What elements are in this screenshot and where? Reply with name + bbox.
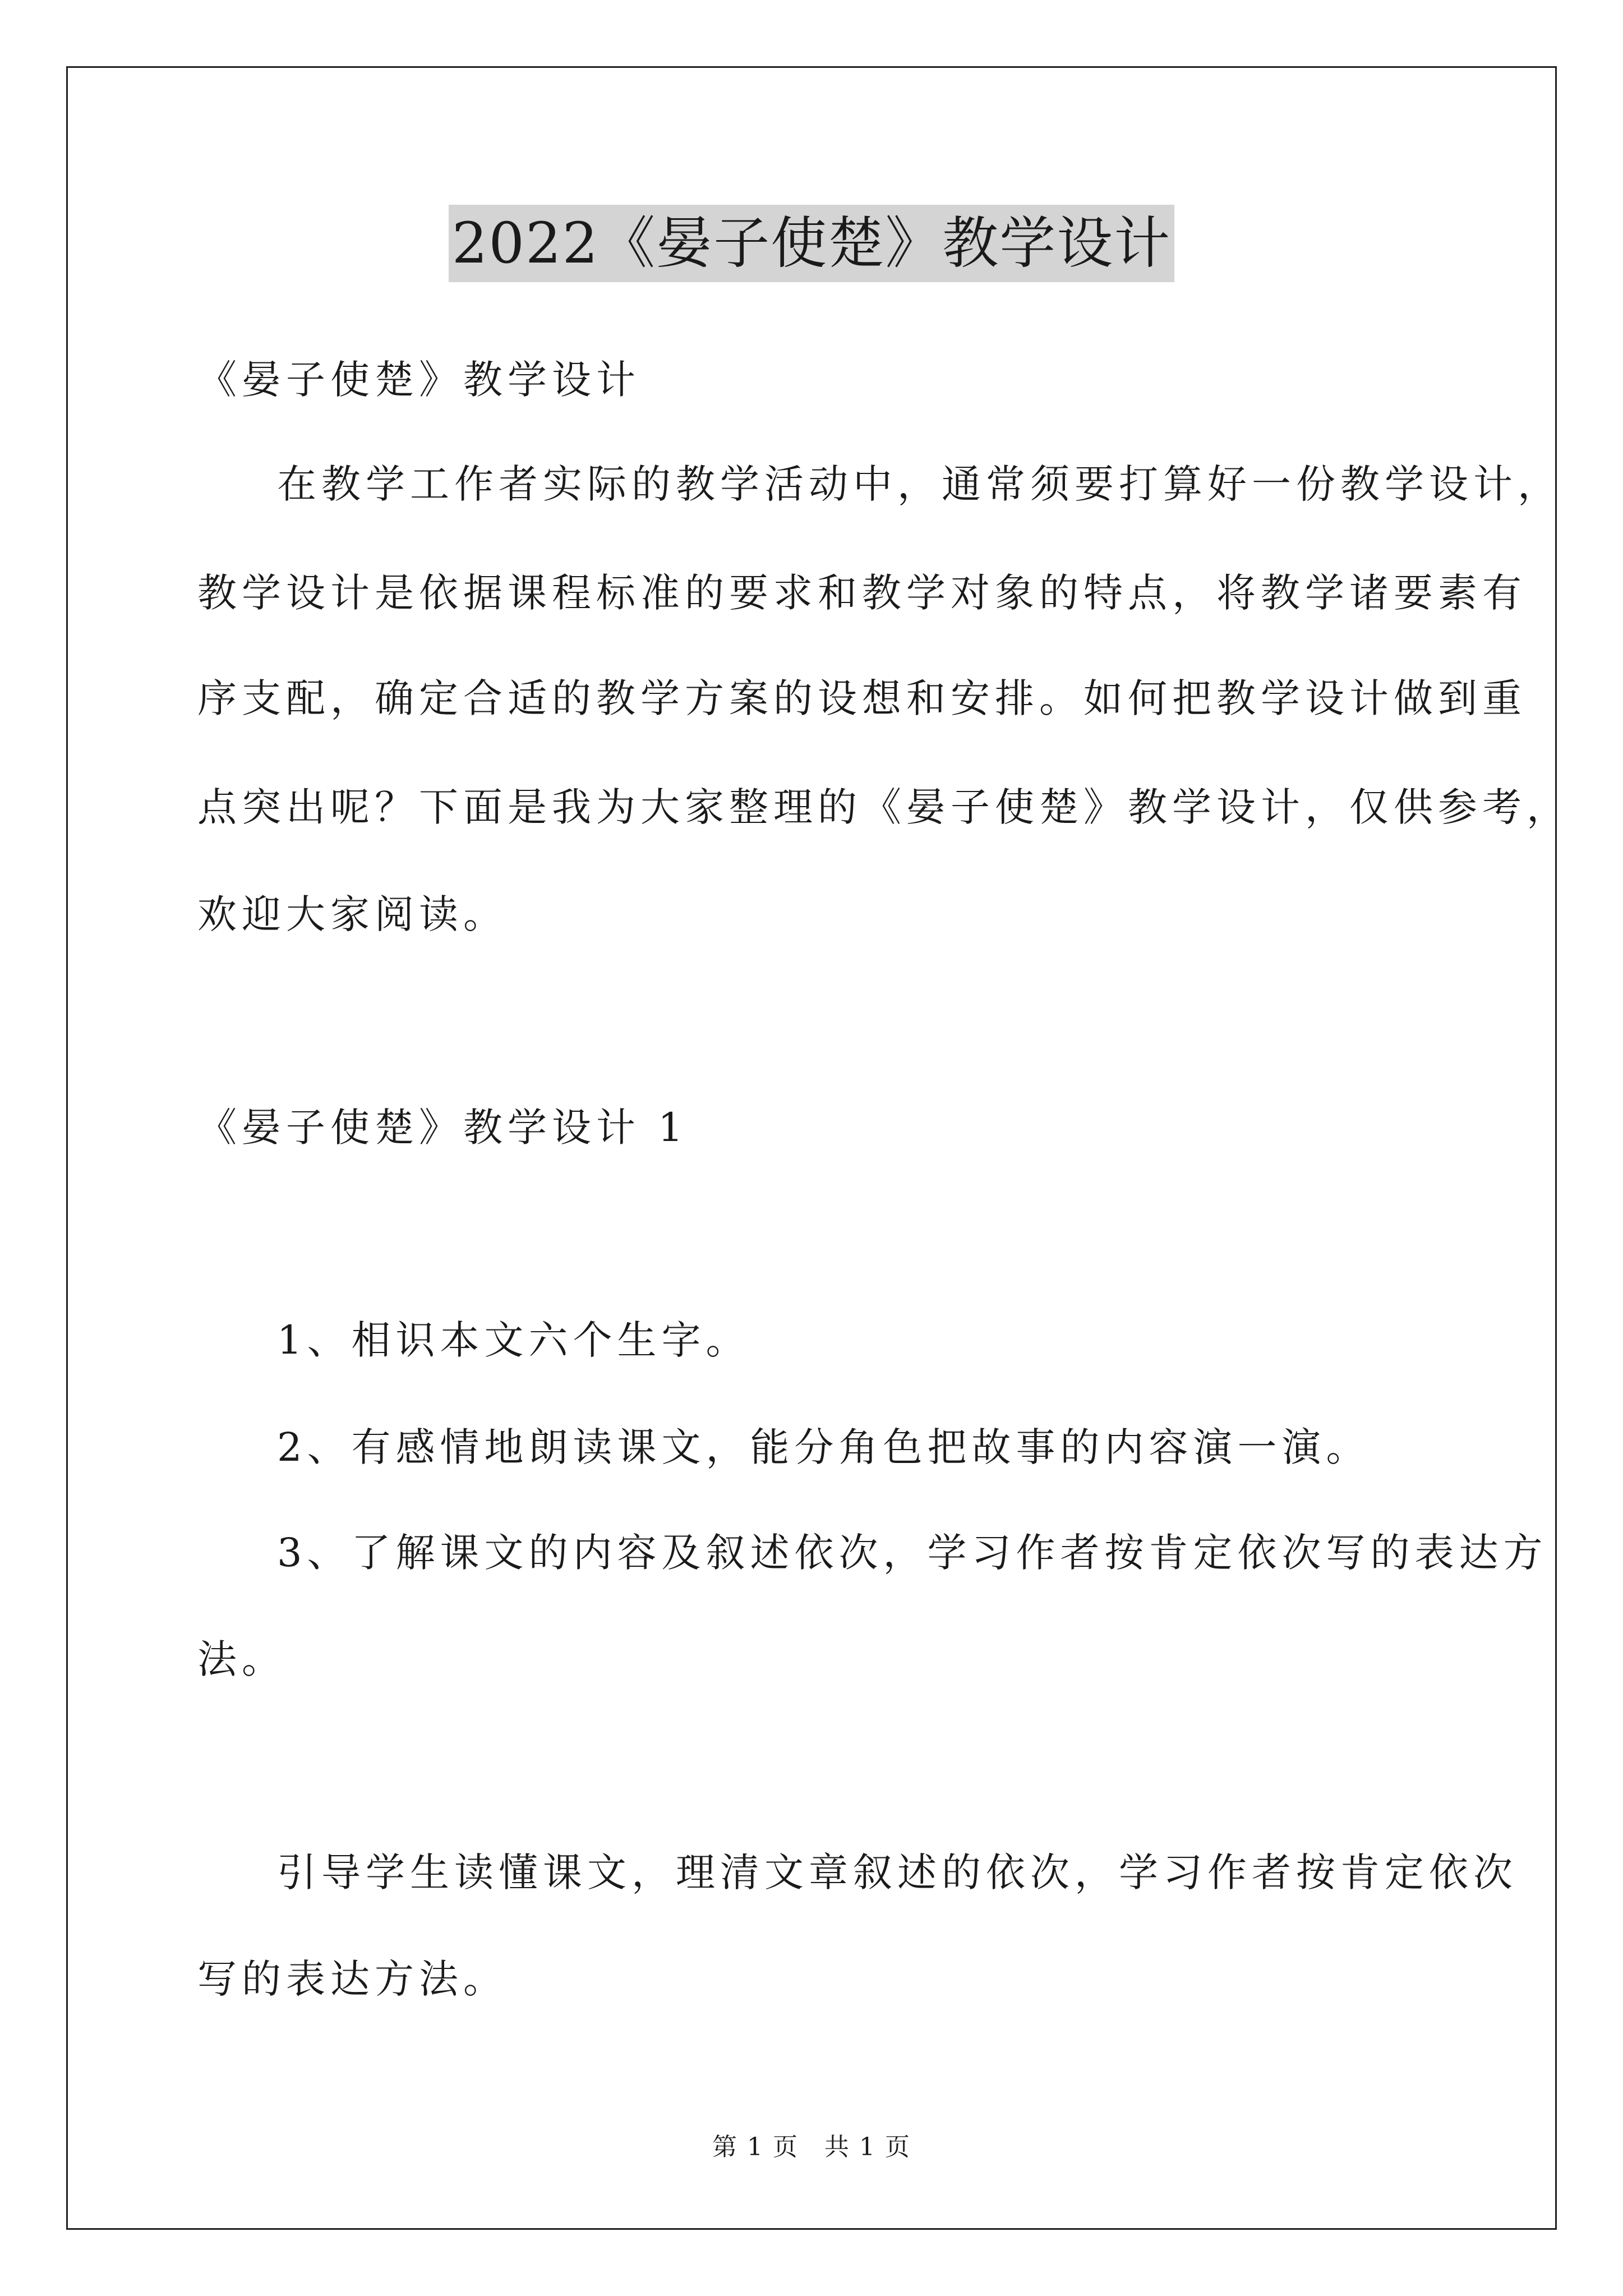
paragraph-line: 写的表达方法。	[197, 1956, 508, 2002]
section-heading: 《晏子使楚》教学设计 1	[197, 1105, 688, 1151]
paragraph-line: 教学设计是依据课程标准的要求和教学对象的特点，将教学诸要素有	[197, 570, 1527, 616]
paragraph-line: 点突出呢？下面是我为大家整理的《晏子使楚》教学设计，仅供参考，	[197, 784, 1571, 830]
list-item: 1、相识本文六个生字。	[277, 1317, 750, 1363]
paragraph-line: 引导学生读懂课文，理清文章叙述的依次，学习作者按肯定依次	[277, 1849, 1518, 1895]
document-title: 2022《晏子使楚》教学设计	[449, 205, 1175, 282]
list-item: 3、了解课文的内容及叙述依次，学习作者按肯定依次写的表达方	[277, 1530, 1548, 1576]
title-container	[0, 205, 1623, 282]
subtitle-line: 《晏子使楚》教学设计	[197, 357, 640, 403]
list-item-continuation: 法。	[197, 1636, 286, 1682]
list-item: 2、有感情地朗读课文，能分角色把故事的内容演一演。	[277, 1424, 1371, 1470]
page-number: 第 1 页 共 1 页	[712, 2133, 911, 2161]
paragraph-line: 在教学工作者实际的教学活动中，通常须要打算好一份教学设计，	[277, 461, 1562, 507]
paragraph-line: 序支配，确定合适的教学方案的设想和安排。如何把教学设计做到重	[197, 675, 1527, 721]
paragraph-line: 欢迎大家阅读。	[197, 891, 508, 937]
